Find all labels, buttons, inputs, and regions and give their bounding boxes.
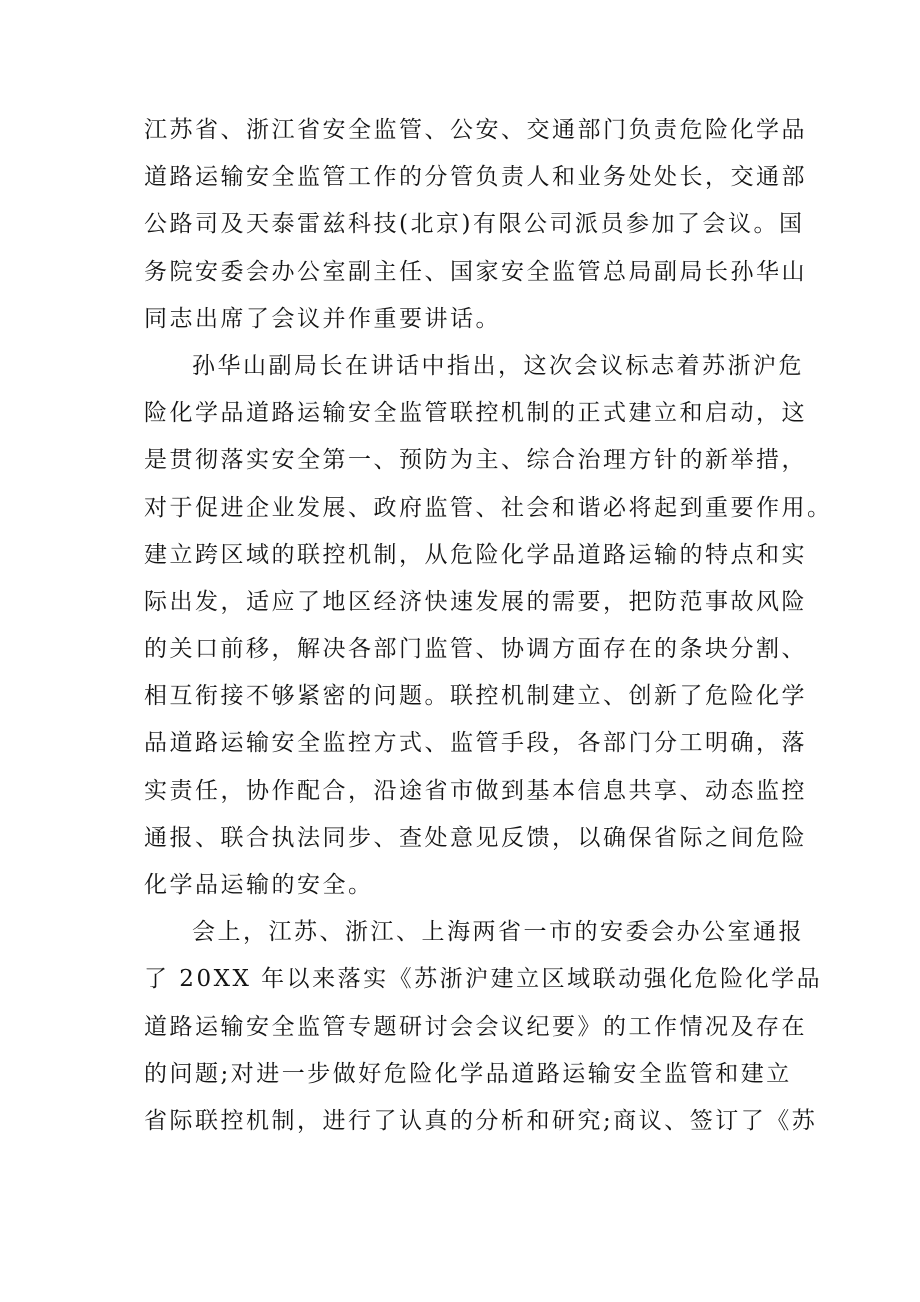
text-line: 通报、联合执法同步、查处意见反馈，以确保省际之间危险	[144, 824, 807, 851]
text-line: 建立跨区域的联控机制，从危险化学品道路运输的特点和实	[144, 541, 807, 568]
text-line: 的问题;对进一步做好危险化学品道路运输安全监管和建立	[144, 1060, 792, 1087]
text-line: 是贯彻落实安全第一、预防为主、综合治理方针的新举措，	[144, 447, 807, 474]
text-line: 对于促进企业发展、政府监管、社会和谐必将起到重要作用。	[144, 494, 833, 521]
text-line: 了 20XX 年以来落实《苏浙沪建立区域联动强化危险化学品	[144, 966, 823, 993]
text-line: 同志出席了会议并作重要讲话。	[144, 305, 501, 332]
text-line: 孙华山副局长在讲话中指出，这次会议标志着苏浙沪危	[192, 352, 804, 379]
text-line: 省际联控机制，进行了认真的分析和研究;商议、签订了《苏	[144, 1107, 818, 1134]
text-line: 相互衔接不够紧密的问题。联控机制建立、创新了危险化学	[144, 683, 807, 710]
text-line: 险化学品道路运输安全监管联控机制的正式建立和启动，这	[144, 400, 807, 427]
document-body	[144, 107, 833, 1145]
text-line: 会上，江苏、浙江、上海两省一市的安委会办公室通报	[192, 919, 804, 946]
text-line: 道路运输安全监管工作的分管负责人和业务处处长，交通部	[144, 164, 807, 191]
text-line: 品道路运输安全监控方式、监管手段，各部门分工明确，落	[144, 730, 807, 757]
text-line: 实责任，协作配合，沿途省市做到基本信息共享、动态监控	[144, 777, 807, 804]
text-line: 的关口前移，解决各部门监管、协调方面存在的条块分割、	[144, 636, 807, 663]
text-line: 道路运输安全监管专题研讨会会议纪要》的工作情况及存在	[144, 1013, 807, 1040]
paragraph-p3	[144, 909, 823, 1145]
paragraph-p2	[144, 343, 833, 909]
text-line: 公路司及天泰雷兹科技(北京)有限公司派员参加了会议。国	[144, 211, 805, 238]
text-line: 江苏省、浙江省安全监管、公安、交通部门负责危险化学品	[144, 117, 807, 143]
text-line: 际出发，适应了地区经济快速发展的需要，把防范事故风险	[144, 588, 807, 615]
paragraph-p1	[144, 107, 807, 343]
text-line: 务院安委会办公室副主任、国家安全监管总局副局长孙华山	[144, 258, 807, 285]
text-line: 化学品运输的安全。	[144, 872, 374, 898]
